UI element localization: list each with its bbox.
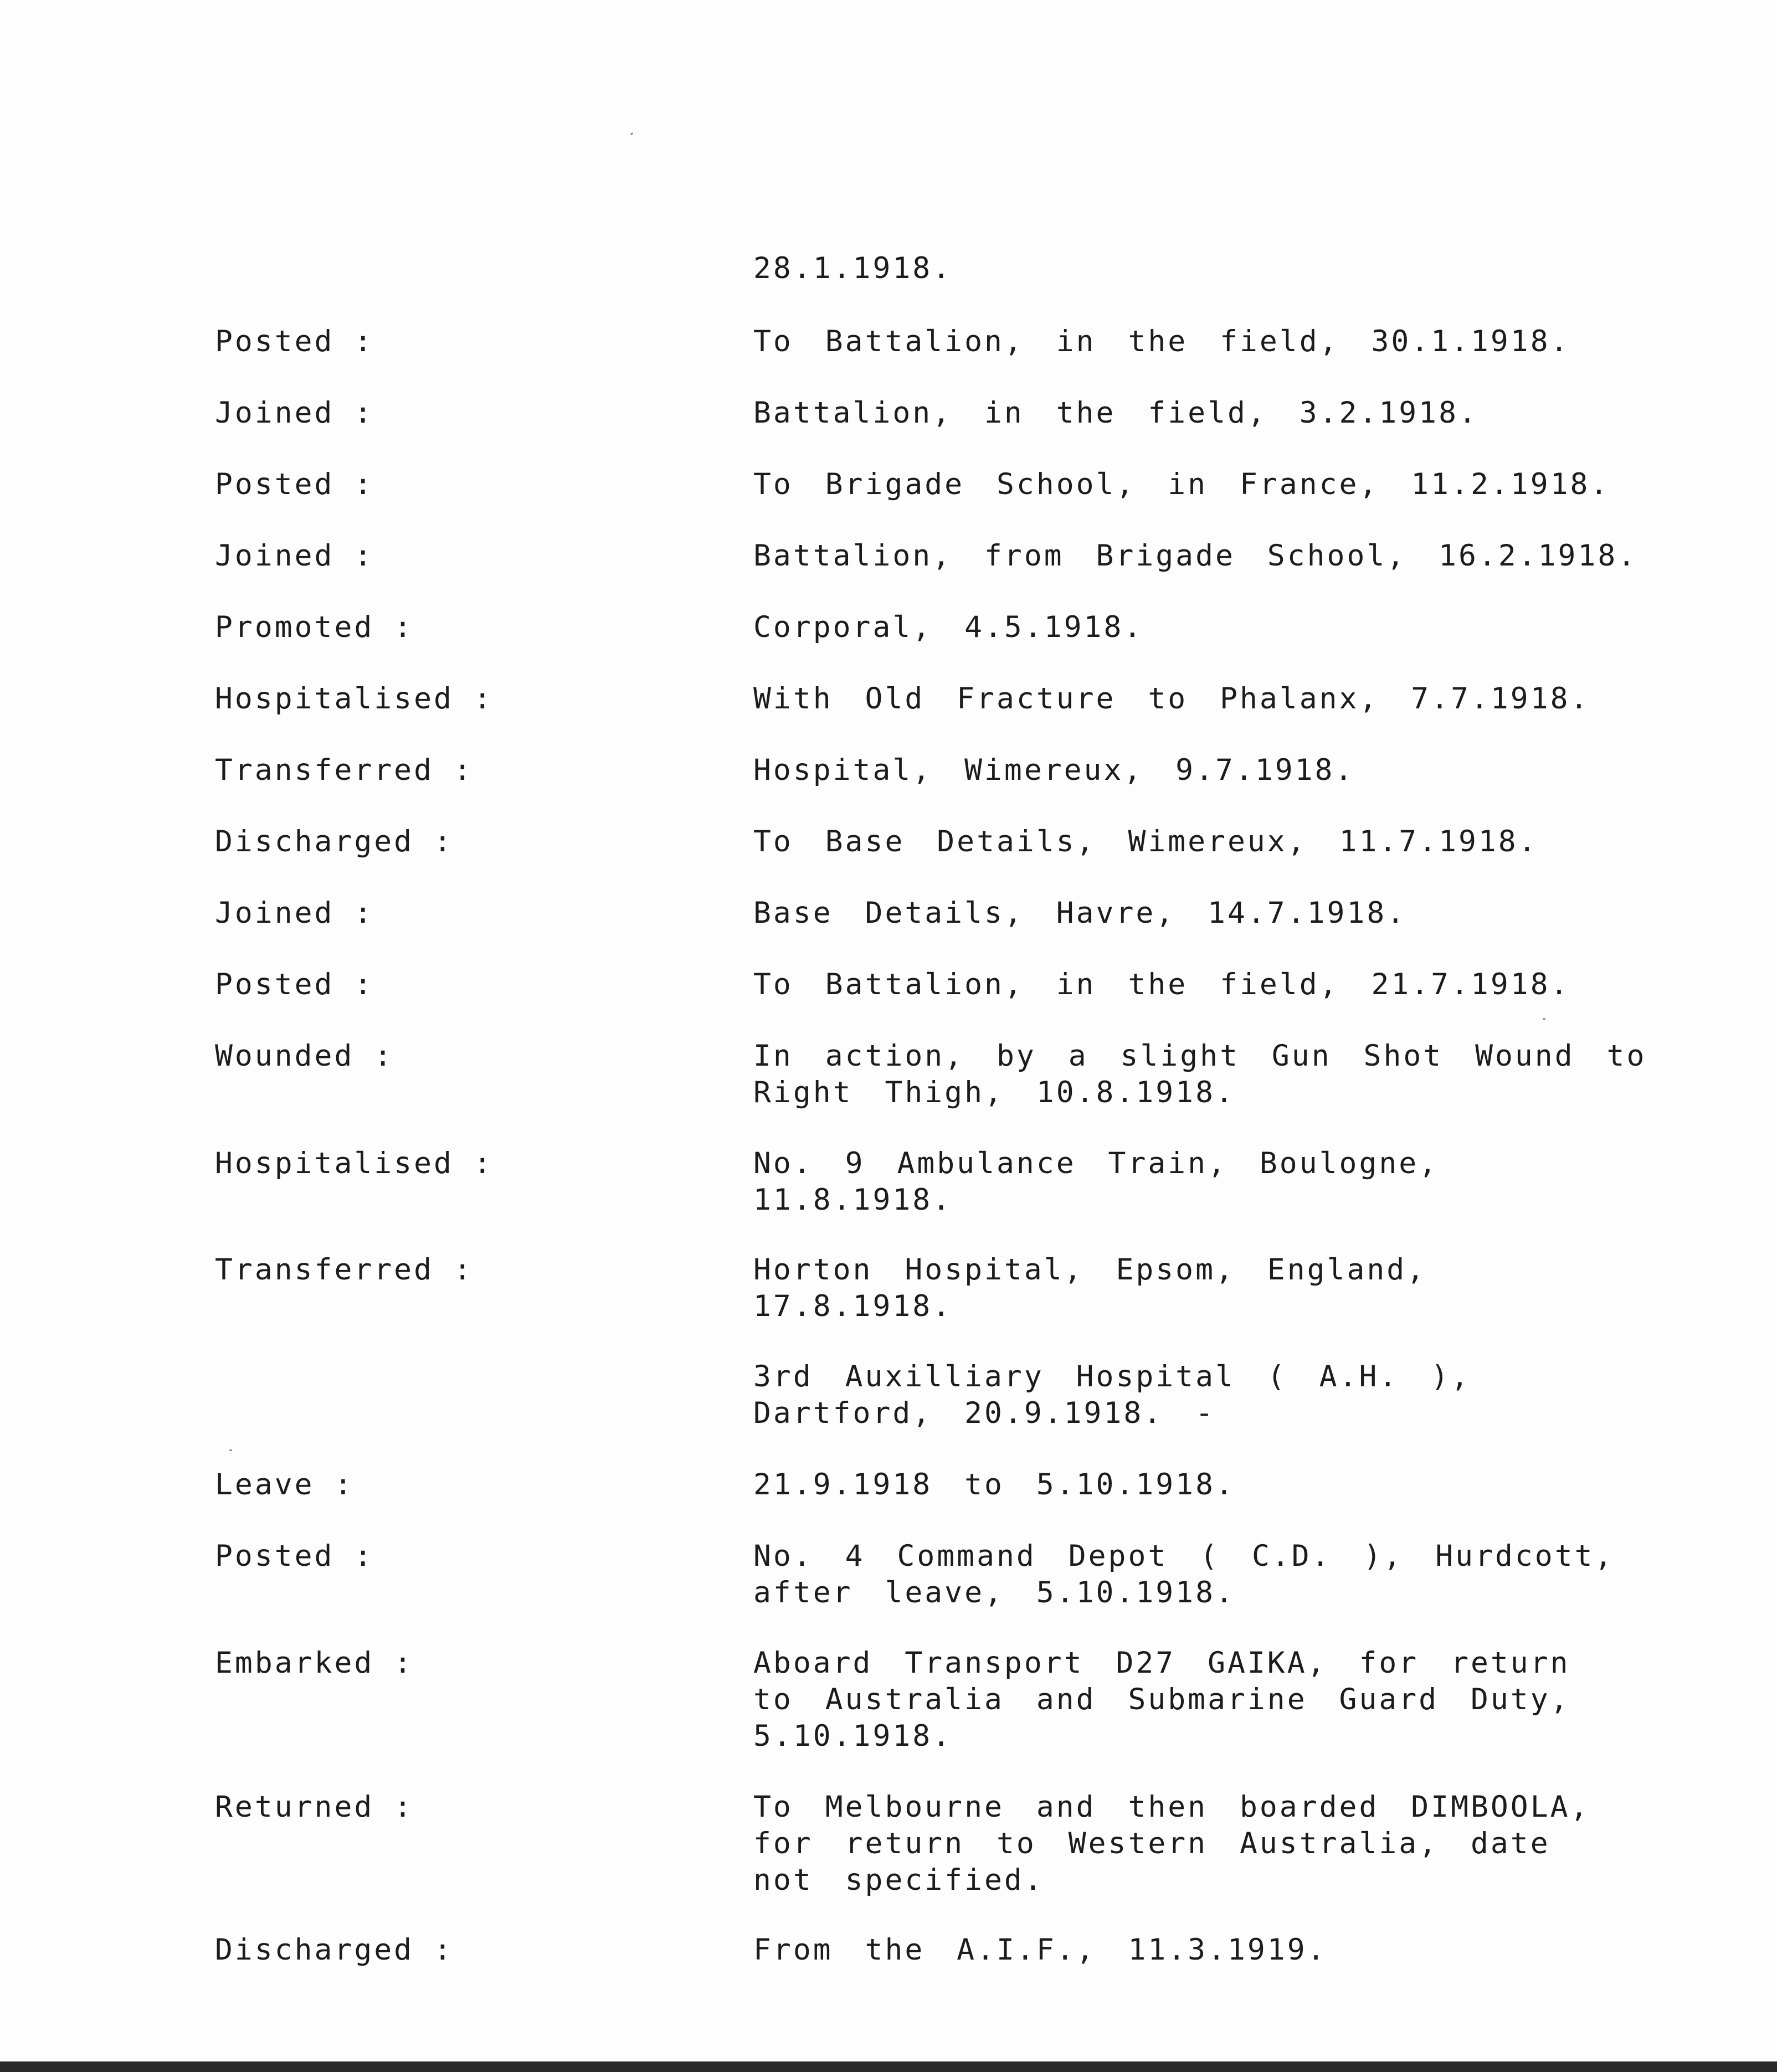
entry-value: Battalion, in the field, 3.2.1918. <box>753 396 1478 430</box>
entry-label: Posted : <box>215 467 374 501</box>
entry-value: To Melbourne and then boarded DIMBOOLA, for return to Western Australia, date not specified. <box>753 1790 1590 1897</box>
entry-value: No. 4 Command Depot ( C.D. ), Hurdcott, after leave, 5.10.1918. <box>753 1539 1615 1610</box>
entry-label: Discharged : <box>215 825 454 858</box>
entry-value: To Brigade School, in France, 11.2.1918. <box>753 467 1610 501</box>
scan-speck <box>1543 1018 1545 1020</box>
entry-label: Posted : <box>215 1539 374 1573</box>
entry-label: Discharged : <box>215 1933 454 1967</box>
entry-label: Posted : <box>215 968 374 1001</box>
entry-label: Promoted : <box>215 610 414 644</box>
entry-label: Joined : <box>215 396 374 430</box>
entry-label: Joined : <box>215 896 374 930</box>
entry-value: With Old Fracture to Phalanx, 7.7.1918. <box>753 682 1590 716</box>
scan-speck <box>229 1449 232 1451</box>
entry-label: Hospitalised : <box>215 1146 494 1180</box>
entry-value: To Battalion, in the field, 21.7.1918. <box>753 968 1570 1001</box>
entry-value: Aboard Transport D27 GAIKA, for return to Australia and Submarine Guard Duty, 5.10.1918. <box>753 1646 1570 1753</box>
entry-value: Base Details, Havre, 14.7.1918. <box>753 896 1407 930</box>
entry-value: Battalion, from Brigade School, 16.2.1918. <box>753 539 1638 573</box>
entry-value: Hospital, Wimereux, 9.7.1918. <box>753 753 1355 787</box>
entry-value: To Base Details, Wimereux, 11.7.1918. <box>753 825 1538 858</box>
scan-speck <box>630 132 634 135</box>
date-heading: 28.1.1918. <box>753 251 953 285</box>
entry-label: Leave : <box>215 1468 355 1502</box>
entry-value: No. 9 Ambulance Train, Boulogne, 11.8.1918. <box>753 1146 1439 1217</box>
entry-value: Horton Hospital, Epsom, England, 17.8.1918. <box>753 1253 1427 1323</box>
entry-value: Corporal, 4.5.1918. <box>753 610 1144 644</box>
entry-value: 21.9.1918 to 5.10.1918. <box>753 1468 1235 1502</box>
entry-value: To Battalion, in the field, 30.1.1918. <box>753 325 1570 358</box>
entry-value: 3rd Auxilliary Hospital ( A.H. ), Dartford, 20.9.1918. - <box>753 1360 1471 1430</box>
entry-label: Joined : <box>215 539 374 573</box>
entry-label: Transferred : <box>215 1253 474 1287</box>
entry-label: Hospitalised : <box>215 682 494 716</box>
entry-label: Transferred : <box>215 753 474 787</box>
entry-label: Returned : <box>215 1790 414 1824</box>
entry-label: Embarked : <box>215 1646 414 1680</box>
entry-label: Wounded : <box>215 1039 394 1073</box>
entry-value: In action, by a slight Gun Shot Wound to Right Thigh, 10.8.1918. <box>753 1039 1647 1109</box>
entry-value: From the A.I.F., 11.3.1919. <box>753 1933 1327 1967</box>
entry-label: Posted : <box>215 325 374 358</box>
scan-edge-rule <box>0 2061 1777 2072</box>
